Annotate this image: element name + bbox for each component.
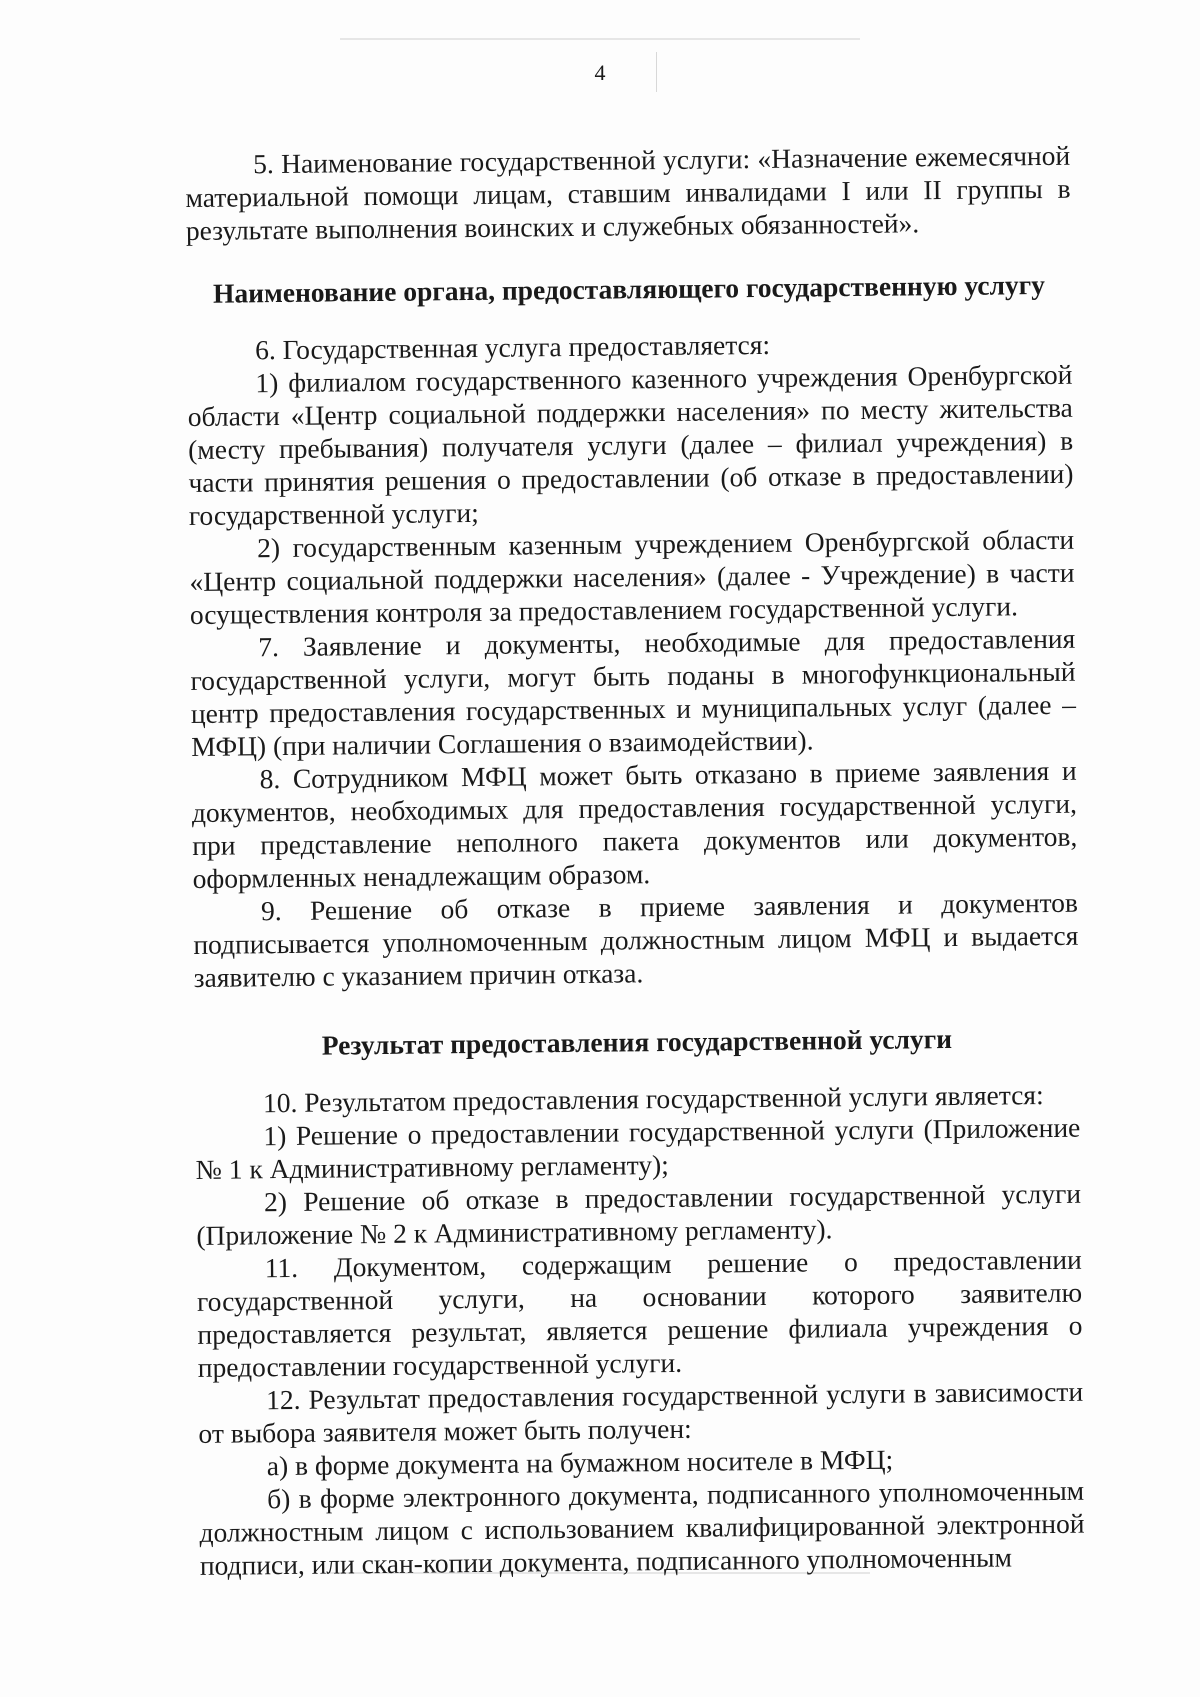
paragraph: б) в форме электронного документа, подписанного уполномоченным должностным лицом с использованием квалифицированной электронной подписи, или скан-копии документа, подписанного уполномоченным xyxy=(199,1474,1085,1581)
paragraph: 11. Документом, содержащим решение о предоставлении государственной услуги, на основании которого заявителю предоставляется результат, является решение филиала учреждения о предоставлении государственной услуги. xyxy=(196,1243,1083,1383)
paragraph: 2) Решение об отказе в предоставлении государственной услуги (Приложение № 2 к Административному регламенту). xyxy=(196,1177,1082,1251)
paragraph: 8. Сотрудником МФЦ может быть отказано в приеме заявления и документов, необходимых для предоставления государственной услуги, при представление неполного пакета документов или документов, оформленных ненадлежащим образом. xyxy=(191,754,1078,894)
section-heading: Наименование органа, предоставляющего государственную услугу xyxy=(212,269,1046,309)
paragraph: 9. Решение об отказе в приеме заявления и документов подписывается уполномоченным должностным лицом МФЦ и выдается заявителю с указанием причин отказа. xyxy=(193,886,1079,993)
paragraph: 6. Государственная услуга предоставляется: xyxy=(254,328,771,366)
paragraph: 10. Результатом предоставления государственной услуги является: xyxy=(262,1079,1044,1119)
paragraph: а) в форме документа на бумажном носителе в МФЦ; xyxy=(266,1443,894,1482)
paragraph: 2) государственным казенным учреждением Оренбургской области «Центр социальной поддержки населения» (далее - Учреждение) в части осуществления контроля за предоставлением государственной услуги. xyxy=(189,523,1075,630)
paragraph: 1) Решение о предоставлении государственной услуги (Приложение № 1 к Административному регламенту); xyxy=(195,1111,1081,1185)
paragraph: 7. Заявление и документы, необходимые для предоставления государственной услуги, могут быть поданы в многофункциональный центр предоставления государственных и муниципальных услуг (далее – МФЦ) (при наличии Соглашения о взаимодействии). xyxy=(190,622,1077,762)
page-number: 4 xyxy=(594,60,606,85)
section-heading: Результат предоставления государственной услуги xyxy=(321,1023,953,1061)
document-body xyxy=(185,139,1085,1582)
paragraph: 1) филиалом государственного казенного учреждения Оренбургской области «Центр социальной поддержки населения» по месту жительства (месту пребывания) получателя услуги (далее – филиал учреждения) в части принятия решения о предоставлении (об отказе в предоставлении) государственной услуги; xyxy=(187,358,1074,531)
paragraph: 12. Результат предоставления государственной услуги в зависимости от выбора заявителя может быть получен: xyxy=(198,1375,1084,1449)
scan-artifact xyxy=(340,38,860,40)
paragraph: 5. Наименование государственной услуги: «Назначение ежемесячной материальной помощи лицам, ставшим инвалидами I или II группы в результате выполнения воинских и служебных обязанностей». xyxy=(185,139,1071,246)
